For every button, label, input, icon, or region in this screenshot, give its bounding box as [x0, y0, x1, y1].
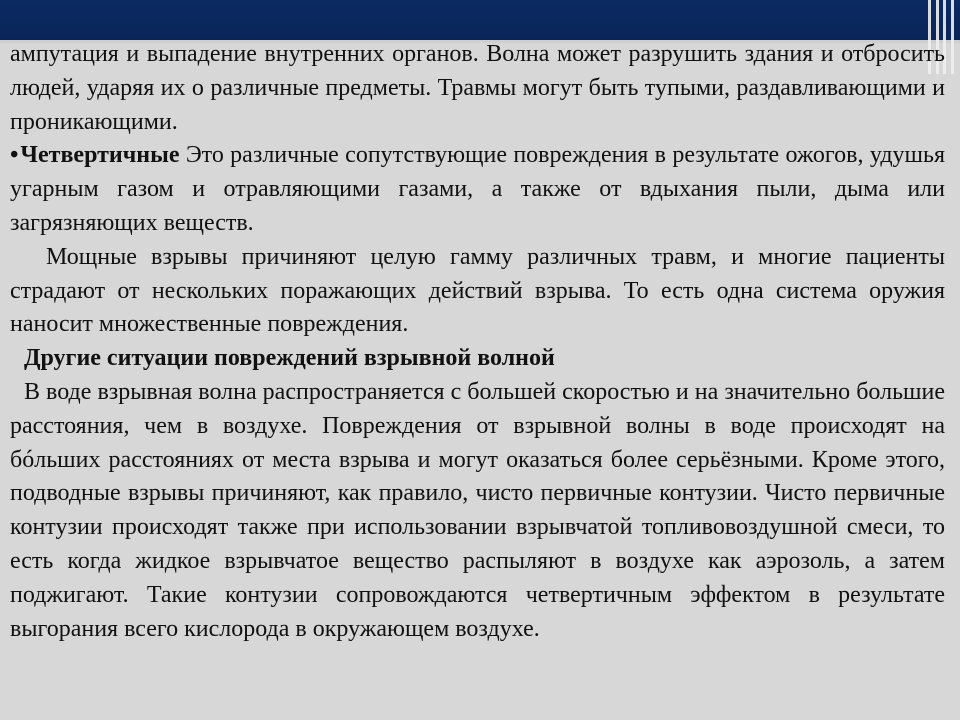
paragraph-3: Мощные взрывы причиняют целую гамму различных травм, и многие пациенты страдают от нескольких поражающих действий взрыва. То есть одна система оружия наносит множественные повреждения.: [10, 243, 945, 338]
term-quaternary: Четвертичные: [20, 142, 180, 169]
paragraph-2: [10, 139, 945, 240]
paragraph-4: В воде взрывная волна распространяется с большей скоростью и на значительно большие расстояния, чем в воздухе. Повреждения от взрывной волны в воде происходят на бóльших расстояниях от места взрыва и могут оказаться более серьёзными. Кроме этого, подводные взрывы причиняют, как правило, чисто первичные контузии. Чисто первичные контузии происходят также при использовании взрывчатой топливовоздушной смеси, то есть когда жидкое взрывчатое вещество распыляют в воздухе как аэрозоль, а затем поджигают. Такие контузии сопровождаются четвертичным эффектом в результате выгорания всего кислорода в окружающем воздухе.: [10, 378, 945, 642]
paragraph-1: ампутация и выпадение внутренних органов. Волна может разрушить здания и отбросить людей, ударяя их о различные предметы. Травмы могут быть тупыми, раздавливающими и проникающими.: [10, 41, 945, 135]
slide-header-bar: [0, 0, 960, 40]
section-heading: Другие ситуации повреждений взрывной волной: [24, 345, 555, 372]
slide-body-text: [10, 38, 945, 646]
paragraph-2-text: Это различные сопутствующие повреждения в результате ожогов, удушья угарным газом и отравляющими газами, а также от вдыхания пыли, дыма или загрязняющих веществ.: [10, 142, 945, 236]
bullet-point: •: [10, 142, 19, 169]
